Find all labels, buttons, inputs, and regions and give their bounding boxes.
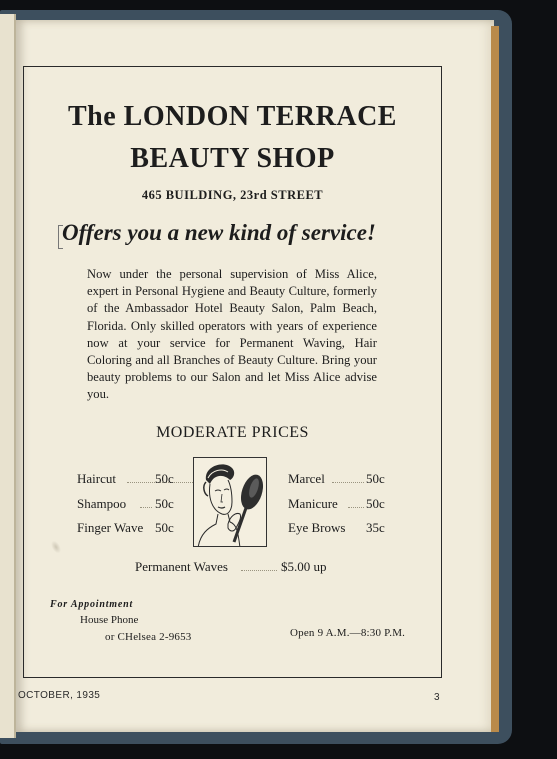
appointment-house-phone: House Phone xyxy=(80,614,139,626)
ad-body-paragraph: Now under the personal supervision of Miss Alice, expert in Personal Hygiene and Beauty Culture, formerly of the Ambassador Hotel Beauty Salon, Palm Beach, Florida. Only skilled operators with years of experience now at your service for Permanent Waving, Hair Coloring and all Branches of Beauty Culture. Bring your beauty problems to our Salon and let Miss Alice advise you. xyxy=(87,267,377,402)
portrait-drawing xyxy=(194,458,267,547)
page-gilt-edge xyxy=(491,26,499,732)
leader-dots xyxy=(140,507,152,508)
service-price: 35c xyxy=(366,520,385,535)
service-price: 50c xyxy=(366,496,385,511)
page-number: 3 xyxy=(434,692,440,703)
woman-portrait-illustration xyxy=(193,457,267,547)
leader-dots xyxy=(241,570,277,571)
service-name: Haircut xyxy=(77,471,116,486)
service-price: 50c xyxy=(155,496,174,511)
service-name: Manicure xyxy=(288,496,338,511)
leader-dots xyxy=(348,507,364,508)
appointment-label: For Appointment xyxy=(50,599,134,610)
ad-tagline: Offers you a new kind of service! xyxy=(62,220,376,245)
ad-address: 465 BUILDING, 23rd STREET xyxy=(141,188,324,202)
service-price: 50c xyxy=(366,471,385,486)
prices-heading: MODERATE PRICES xyxy=(156,424,309,441)
service-name: Permanent Waves xyxy=(135,559,228,574)
ad-title-line2: BEAUTY SHOP xyxy=(130,143,335,174)
opening-hours: Open 9 A.M.—8:30 P.M. xyxy=(290,627,406,639)
service-price: $5.00 up xyxy=(281,559,327,574)
service-name: Marcel xyxy=(288,471,325,486)
ad-title-line1: The LONDON TERRACE xyxy=(68,101,397,132)
appointment-phone-number: or CHelsea 2-9653 xyxy=(105,631,192,643)
issue-date: OCTOBER, 1935 xyxy=(18,690,101,701)
service-name: Shampoo xyxy=(77,496,127,511)
service-price: 50c xyxy=(155,520,174,535)
service-price: 50c xyxy=(155,471,174,486)
left-page-edge xyxy=(0,14,16,738)
service-name: Finger Wave xyxy=(77,520,144,535)
service-name: Eye Brows xyxy=(288,520,346,535)
leader-dots xyxy=(332,482,364,483)
